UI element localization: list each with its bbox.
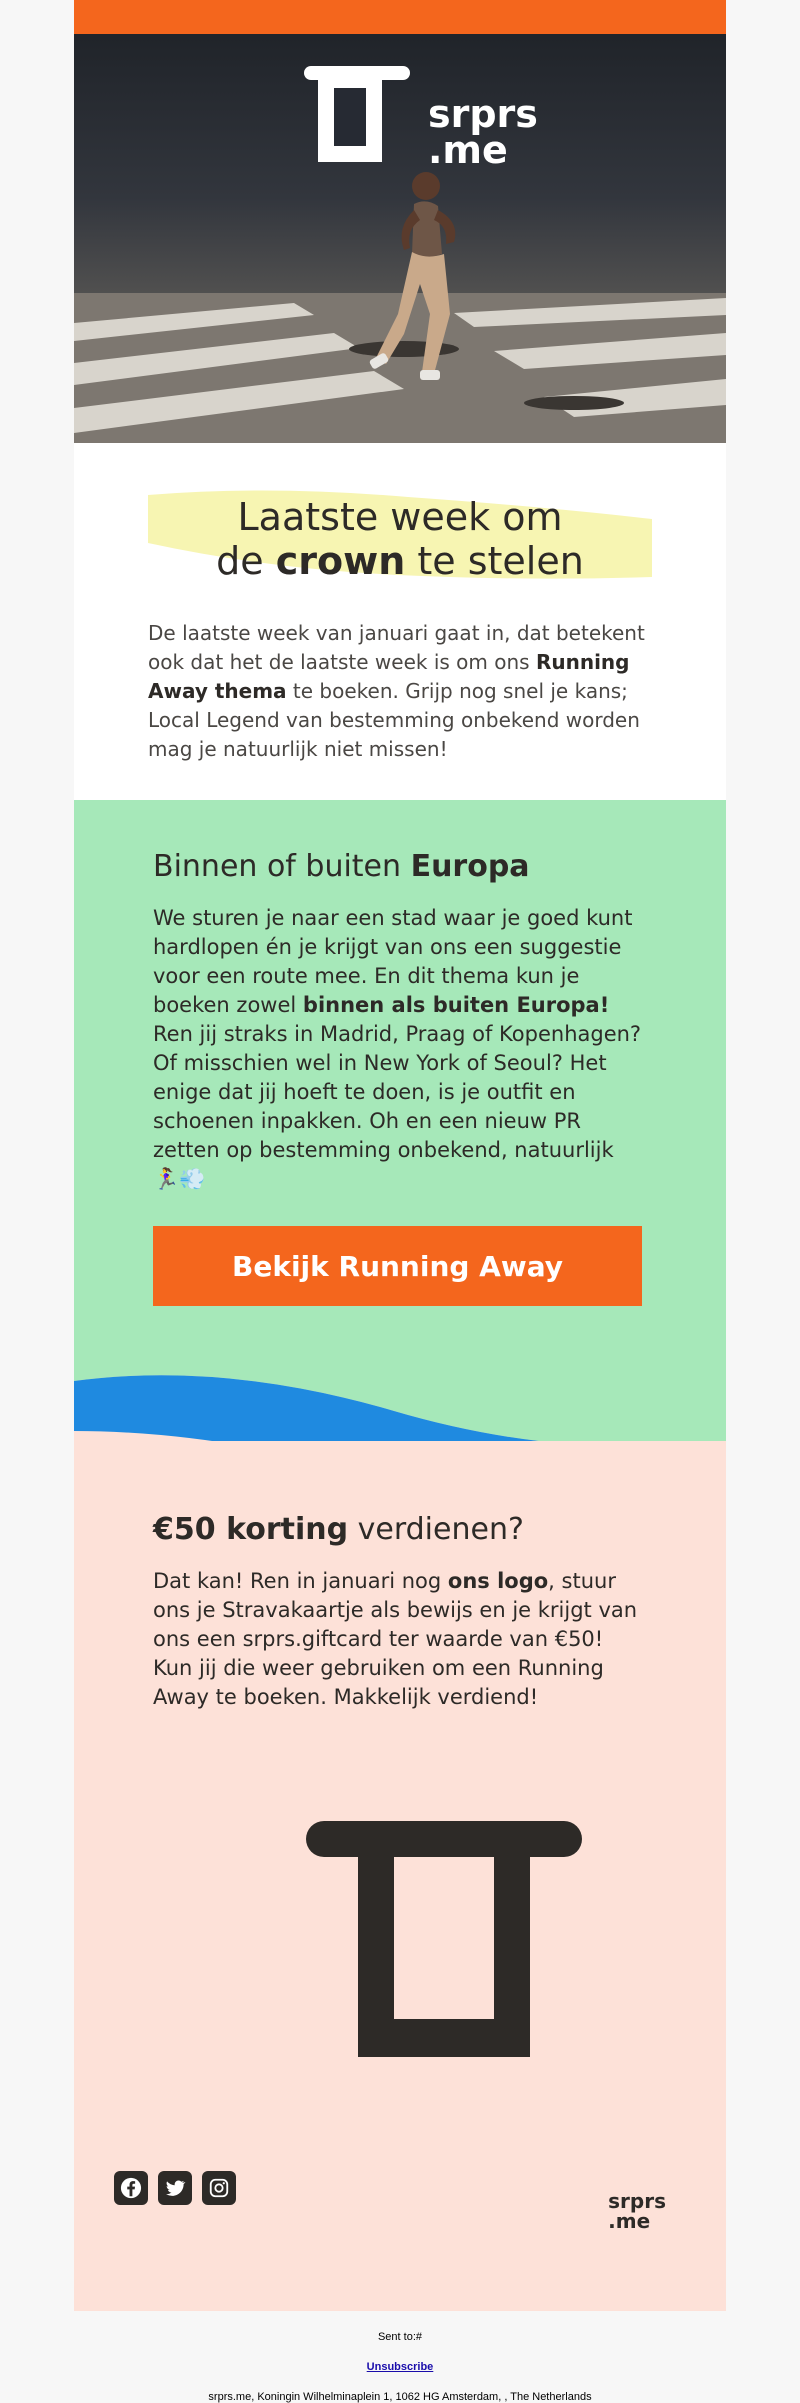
headline-line2: de crown te stelen [216, 539, 584, 583]
twitter-link[interactable] [158, 2171, 192, 2205]
facebook-icon [120, 2177, 142, 2199]
korting-bold: ons logo [447, 1569, 549, 1593]
address-text: srprs.me, Koningin Wilhelminaplein 1, 1062 HG Amsterdam, , The Netherlands [208, 2391, 592, 2403]
hero-image [74, 34, 726, 443]
social-links [114, 2171, 236, 2205]
europa-title: Binnen of buiten Europa [153, 849, 530, 884]
korting-section [74, 1441, 726, 2311]
intro-section [74, 443, 726, 800]
footer-logo-line1: srprs [608, 2189, 666, 2213]
instagram-link[interactable] [202, 2171, 236, 2205]
sent-to-text: Sent to:# [377, 2331, 423, 2343]
top-accent-bar [74, 0, 726, 34]
logo-line2: .me [428, 128, 508, 172]
europa-text: We sturen je naar een stad waar je goed kunt hardlopen én je krijgt van ons een suggestie voor een route mee. En dit thema kun je boeken zowel binnen als buiten Europa! Ren jij straks in Madrid, Praag of Kopenhagen? Of misschien wel in New York of Seoul? Het enige dat jij hoeft te doen, is je outfit en schoenen inpakken. Oh en een nieuw PR zetten op bestemming onbekend, natuurlijk 🏃‍♀️💨 [153, 906, 642, 1191]
runner-icon [364, 164, 474, 424]
headline-bold: crown [275, 539, 406, 583]
europa-bold: binnen als buiten Europa! [302, 993, 610, 1017]
unsubscribe-link[interactable]: Unsubscribe [366, 2361, 434, 2373]
footer-logo[interactable] [608, 2191, 666, 2231]
twitter-icon [164, 2177, 186, 2199]
hero-logo[interactable] [304, 66, 538, 172]
logo-line1: srprs [428, 92, 538, 136]
footer-row [114, 2171, 666, 2231]
korting-text: Dat kan! Ren in januari nog ons logo, stuur ons je Stravakaartje als bewijs en je krijgt van ons een srprs.giftcard ter waarde van €50! Kun jij die weer gebruiken om een Running Away te boeken. Makkelijk verdiend! [153, 1569, 638, 1709]
europa-section [74, 800, 726, 1441]
headline-line1: Laatste week om [237, 495, 563, 539]
facebook-link[interactable] [114, 2171, 148, 2205]
srprs-logo-icon [304, 66, 410, 162]
intro-headline [148, 485, 652, 583]
bekijk-running-away-button[interactable]: Bekijk Running Away [153, 1226, 642, 1306]
hero-logo-text [428, 92, 538, 172]
korting-title: €50 korting verdienen? [153, 1512, 524, 1547]
headline-block [148, 485, 652, 595]
instagram-icon [208, 2177, 230, 2199]
legal-footer [0, 2311, 800, 2403]
footer-logo-line2: .me [608, 2209, 651, 2233]
intro-bold: Running Away thema [148, 650, 630, 703]
big-logo-icon [306, 1821, 582, 2057]
intro-text: De laatste week van januari gaat in, dat betekent ook dat het de laatste week is om ons Running Away thema te boeken. Grijp nog snel je kans; Local Legend van bestemming onbekend worden mag je natuurlijk niet missen! [148, 621, 645, 761]
email-container [74, 0, 726, 2311]
